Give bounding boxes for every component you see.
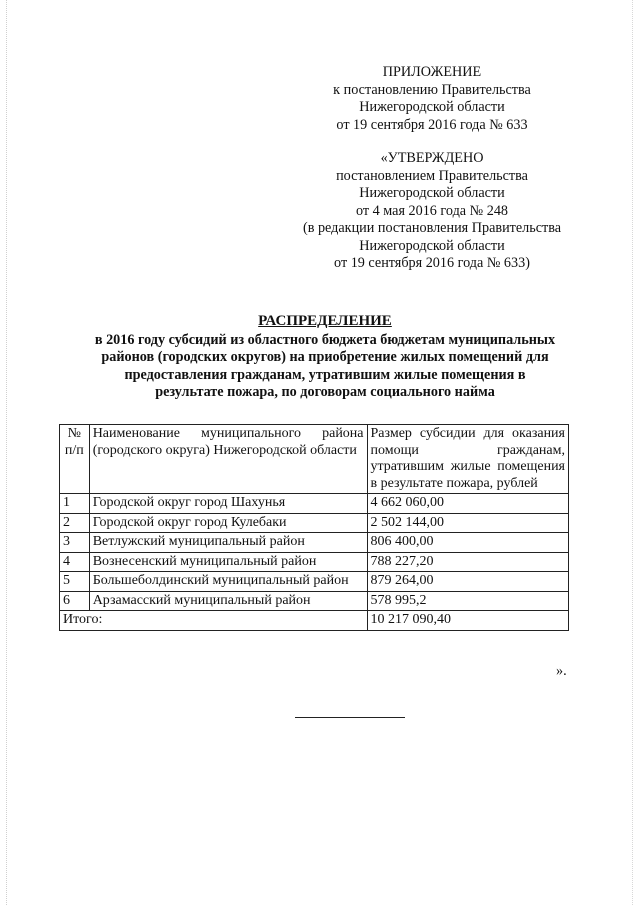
appendix-block — [282, 64, 582, 134]
row-amount: 2 502 144,00 — [367, 513, 568, 533]
total-amount: 10 217 090,40 — [367, 611, 568, 631]
approved-line: от 19 сентября 2016 года № 633) — [334, 255, 530, 271]
table-row — [60, 552, 569, 572]
table-header-row — [60, 425, 569, 494]
row-number: 2 — [60, 513, 90, 533]
header-number: № п/п — [60, 425, 90, 494]
heading-title: РАСПРЕДЕЛЕНИЕ — [258, 313, 392, 329]
row-amount: 4 662 060,00 — [367, 494, 568, 514]
scan-edge-right — [632, 0, 634, 905]
table-row — [60, 513, 569, 533]
approved-block — [282, 150, 582, 273]
subsidy-table — [59, 424, 569, 631]
approved-line: от 4 мая 2016 года № 248 — [355, 202, 509, 219]
heading-line: районов (городских округов) на приобретение жилых помещений для — [101, 349, 549, 365]
appendix-line: от 19 сентября 2016 года № 633 — [336, 116, 528, 133]
row-municipality: Большеболдинский муниципальный район — [89, 572, 367, 592]
row-municipality: Вознесенский муниципальный район — [89, 552, 367, 572]
row-municipality: Арзамасский муниципальный район — [89, 591, 367, 611]
row-municipality: Городской округ город Шахунья — [89, 494, 367, 514]
header-municipality: Наименование муниципального района (городского округа) Нижегородской области — [89, 425, 367, 494]
appendix-line: к постановлению Правительства — [333, 81, 531, 98]
row-number: 6 — [60, 591, 90, 611]
table-row — [60, 591, 569, 611]
heading-line: в 2016 году субсидий из областного бюджета бюджетам муниципальных — [94, 331, 556, 348]
table-total-row — [60, 611, 569, 631]
row-municipality: Ветлужский муниципальный район — [89, 533, 367, 553]
table-row — [60, 572, 569, 592]
row-number: 3 — [60, 533, 90, 553]
table-row — [60, 494, 569, 514]
table-row — [60, 533, 569, 553]
appendix-title: ПРИЛОЖЕНИЕ — [382, 64, 482, 80]
approved-line: постановлением Правительства — [336, 167, 528, 184]
end-divider-line — [295, 717, 405, 718]
scan-edge-left — [6, 0, 8, 905]
row-amount: 578 995,2 — [367, 591, 568, 611]
approved-line: (в редакции постановления Правительства — [302, 220, 562, 236]
approved-line: Нижегородской области — [359, 237, 505, 254]
closing-quote-mark: ». — [556, 663, 567, 679]
approved-title: «УТВЕРЖДЕНО — [380, 150, 484, 166]
row-amount: 806 400,00 — [367, 533, 568, 553]
row-number: 4 — [60, 552, 90, 572]
row-municipality: Городской округ город Кулебаки — [89, 513, 367, 533]
row-number: 5 — [60, 572, 90, 592]
row-amount: 879 264,00 — [367, 572, 568, 592]
header-amount: Размер субсидии для оказания помощи гражданам, утратившим жилые помещения в результате пожара, рублей — [367, 425, 568, 494]
heading-line: результате пожара, по договорам социального найма — [155, 384, 495, 400]
document-heading — [40, 313, 610, 402]
total-label: Итого: — [60, 611, 368, 631]
row-number: 1 — [60, 494, 90, 514]
row-amount: 788 227,20 — [367, 552, 568, 572]
heading-line: предоставления гражданам, утратившим жилые помещения в — [124, 366, 526, 383]
approved-line: Нижегородской области — [359, 185, 505, 201]
appendix-line: Нижегородской области — [359, 99, 505, 115]
